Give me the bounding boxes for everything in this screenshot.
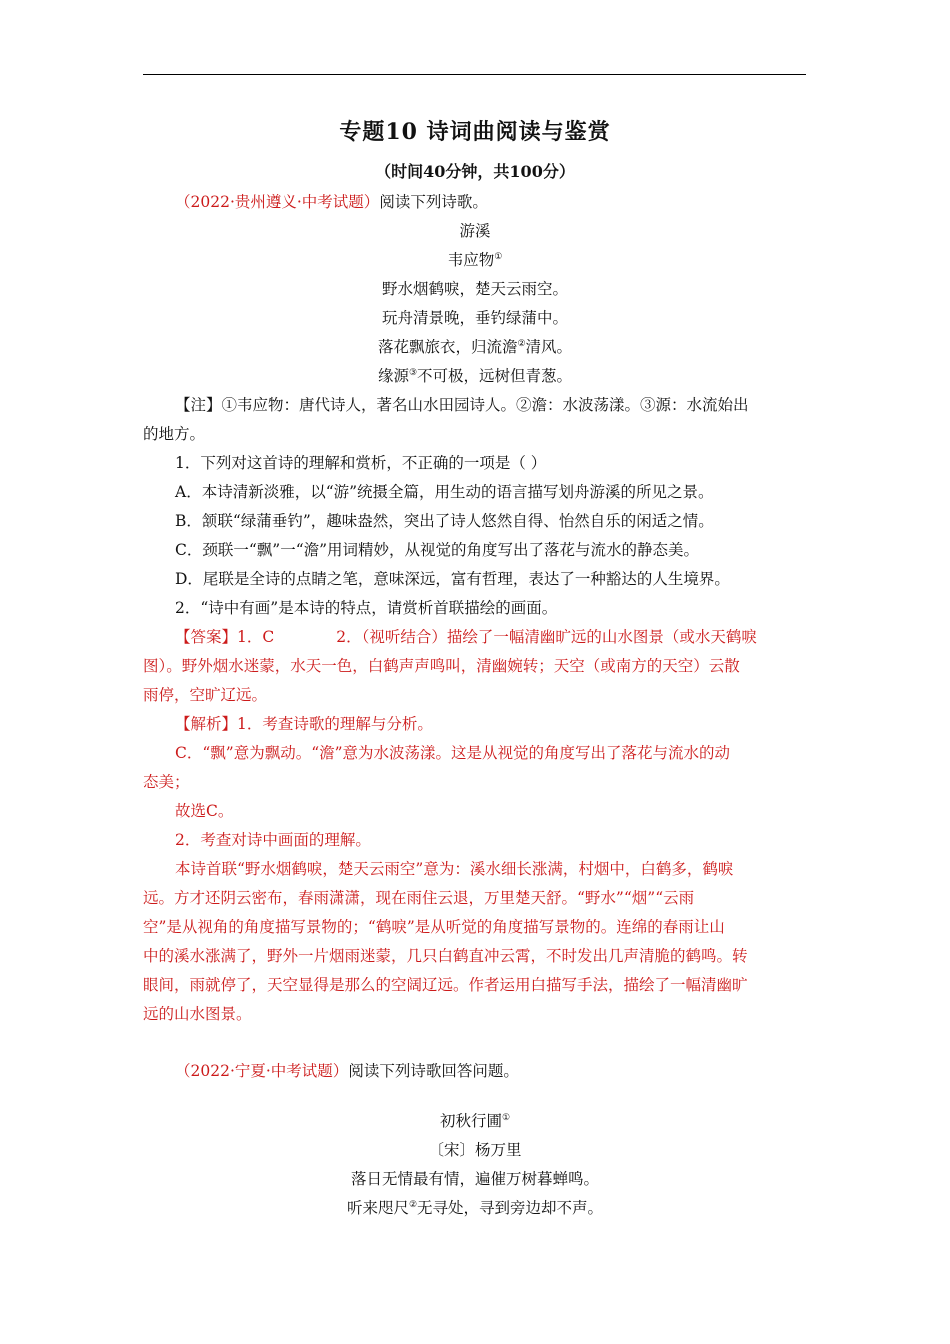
q2-poem-title: 初秋行圃① <box>439 1112 511 1130</box>
analysis-q2: 2．考查对诗中画面的理解。 <box>175 831 371 849</box>
analysis-c-line-1: C．“飘”意为飘动。“澹”意为水波荡漾。这是从视觉的角度写出了落花与流水的动 <box>175 744 731 762</box>
q2-intro: 阅读下列诗歌回答问题。 <box>348 1062 519 1080</box>
q1-poem-line-1: 野水烟鹤唳，楚天云雨空。 <box>381 280 568 298</box>
answer-line-3: 雨停，空旷辽远。 <box>143 686 268 704</box>
option-c: C．颈联一“飘”一“澹”用词精妙，从视觉的角度写出了落花与流水的静态美。 <box>175 541 700 559</box>
q1-notes-cont: 的地方。 <box>143 425 206 443</box>
analysis-para-line-3: 空”是从视角的角度描写景物的；“鹤唳”是从听觉的角度描写景物的。连绵的春雨让山 <box>143 918 725 936</box>
q2-heading <box>175 1061 519 1081</box>
q2-source: （2022·宁夏·中考试题） <box>175 1062 349 1080</box>
analysis-para-line-4: 中的溪水涨满了，野外一片烟雨迷蒙，几只白鹤直冲云霄，不时发出几声清脆的鹤鸣。转 <box>143 947 748 965</box>
footnote-marker: ② <box>517 339 526 349</box>
q1-source: （2022·贵州遵义·中考试题） <box>175 193 380 211</box>
analysis-c-line-2: 态美； <box>143 773 190 791</box>
header-rule <box>143 74 806 75</box>
q1-notes: 【注】①韦应物：唐代诗人，著名山水田园诗人。②澹：水波荡漾。③源：水流始出 <box>175 396 749 414</box>
q1-poem-line-2: 玩舟清景晚，垂钓绿蒲中。 <box>381 309 568 327</box>
q2-poem-line-2: 听来咫尺②无寻处，寻到旁边却不声。 <box>346 1199 604 1217</box>
analysis-choice: 故选C。 <box>175 802 234 820</box>
answer-block: 【答案】1．C 2．（视听结合）描绘了一幅清幽旷远的山水图景（或水天鹤唳 <box>175 628 757 646</box>
page-subtitle: （时间40分钟，共100分） <box>375 162 575 181</box>
q1-poem-line-3: 落花飘旅衣，归流澹②清风。 <box>377 338 573 356</box>
option-a: A．本诗清新淡雅，以“游”统摄全篇，用生动的语言描写划舟游溪的所见之景。 <box>175 483 714 501</box>
option-d: D．尾联是全诗的点睛之笔，意味深远，富有哲理，表达了一种豁达的人生境界。 <box>175 570 730 588</box>
answer-label: 【答案】 <box>175 628 238 646</box>
analysis-para-line-2: 远。方才还阴云密布，春雨潇潇，现在雨住云退，万里楚天舒。“野水”“烟”“云雨 <box>143 889 695 907</box>
q1-intro: 阅读下列诗歌。 <box>379 193 488 211</box>
footnote-marker: ② <box>408 1200 418 1210</box>
option-b: B．颔联“绿蒲垂钓”，趣味盎然，突出了诗人悠然自得、怡然自乐的闲适之情。 <box>175 512 714 530</box>
answer-line-2: 图）。野外烟水迷蒙，水天一色，白鹤声声鸣叫，清幽婉转；天空（或南方的天空）云散 <box>143 657 740 675</box>
footnote-marker: ① <box>501 1113 511 1123</box>
q1-heading <box>175 192 488 212</box>
page-title: 专题10 诗词曲阅读与鉴赏 <box>339 119 611 145</box>
analysis-para-line-6: 远的山水图景。 <box>143 1005 252 1023</box>
q1-poem-author: 韦应物① <box>447 251 503 269</box>
footnote-marker: ③ <box>408 368 418 378</box>
question-1: 1．下列对这首诗的理解和赏析，不正确的一项是（ ） <box>175 454 547 472</box>
q2-poem-line-1: 落日无情最有情，遍催万树暮蝉鸣。 <box>350 1170 599 1188</box>
q2-poem-author: 〔宋〕杨万里 <box>428 1141 522 1159</box>
q1-poem-line-4: 缘源③不可极，远树但青葱。 <box>377 367 573 385</box>
q1-poem-title: 游溪 <box>459 222 491 240</box>
analysis-label: 【解析】 <box>175 715 238 733</box>
analysis-para-line-1: 本诗首联“野水烟鹤唳，楚天云雨空”意为：溪水细长涨满，村烟中，白鹤多，鹤唳 <box>175 860 734 878</box>
analysis-block: 【解析】1．考查诗歌的理解与分析。 <box>175 715 433 733</box>
question-2: 2．“诗中有画”是本诗的特点，请赏析首联描绘的画面。 <box>175 599 558 617</box>
footnote-marker: ① <box>494 252 503 262</box>
analysis-para-line-5: 眼间，雨就停了，天空显得是那么的空阔辽远。作者运用白描写手法，描绘了一幅清幽旷 <box>143 976 748 994</box>
